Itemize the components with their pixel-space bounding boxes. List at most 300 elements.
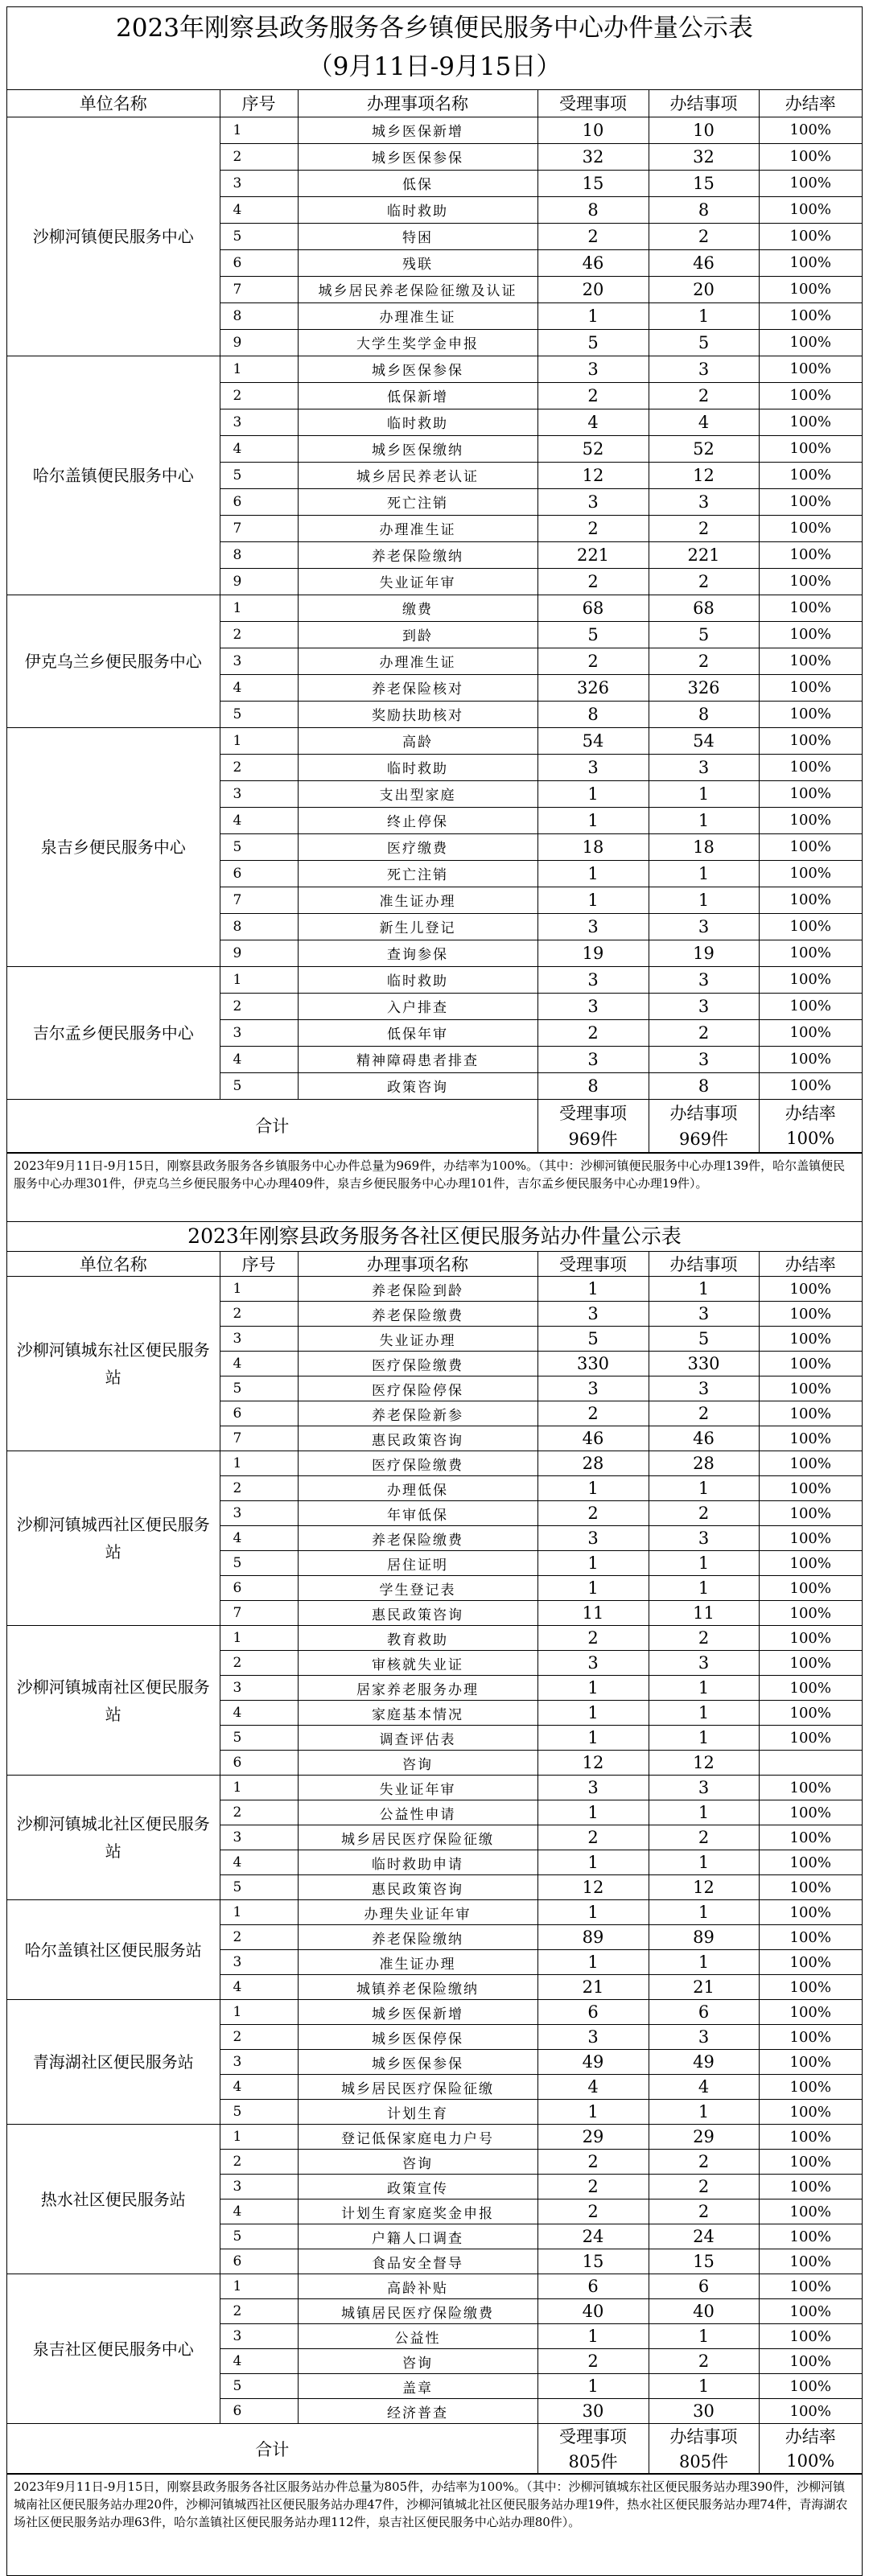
- completed-count: 3: [649, 913, 759, 940]
- header-row: [7, 90, 862, 117]
- completed-count: 221: [649, 541, 759, 568]
- header-accepted: 受理事项: [537, 90, 649, 117]
- completed-count: 1: [649, 807, 759, 833]
- accepted-count: 3: [537, 966, 649, 993]
- completed-count: 46: [649, 1426, 759, 1451]
- completion-rate: 100%: [759, 1800, 862, 1825]
- row-number: 4: [220, 1046, 298, 1072]
- accepted-count: 2: [537, 1501, 649, 1526]
- accepted-count: 1: [537, 302, 649, 329]
- row-number: 8: [220, 541, 298, 568]
- total-label: 合计: [7, 1099, 537, 1152]
- row-number: 2: [220, 1302, 298, 1327]
- accepted-count: 15: [537, 170, 649, 196]
- completion-rate: 100%: [759, 648, 862, 674]
- completion-rate: 100%: [759, 356, 862, 382]
- completed-count: 2: [649, 1626, 759, 1651]
- completion-rate: 100%: [759, 913, 862, 940]
- item-name: 城乡居民医疗保险征缴: [298, 1825, 537, 1850]
- row-number: 4: [220, 435, 298, 462]
- completion-rate: 100%: [759, 1046, 862, 1072]
- item-name: 准生证办理: [298, 887, 537, 913]
- unit-name: 泉吉社区便民服务中心: [7, 2274, 220, 2424]
- total-completed-header: 办结事项: [649, 2424, 759, 2449]
- unit-name: 吉尔孟乡便民服务中心: [7, 966, 220, 1099]
- completed-count: 2: [649, 2150, 759, 2175]
- completed-count: 2: [649, 1825, 759, 1850]
- total-completed-header: 办结事项: [649, 1099, 759, 1125]
- accepted-count: 1: [537, 2374, 649, 2399]
- row-number: 2: [220, 754, 298, 780]
- completion-rate: 100%: [759, 993, 862, 1019]
- row-number: 1: [220, 2125, 298, 2150]
- item-name: 学生登记表: [298, 1576, 537, 1601]
- completed-count: 10: [649, 117, 759, 143]
- completion-rate: 100%: [759, 1327, 862, 1352]
- community-table: [7, 1252, 862, 2475]
- completed-count: 1: [649, 1476, 759, 1501]
- item-name: 高龄补贴: [298, 2274, 537, 2299]
- item-name: 失业证年审: [298, 568, 537, 595]
- completion-rate: 100%: [759, 196, 862, 223]
- item-name: 惠民政策咨询: [298, 1875, 537, 1900]
- unit-name: 青海湖社区便民服务站: [7, 2000, 220, 2125]
- accepted-count: 6: [537, 2274, 649, 2299]
- row-number: 2: [220, 2299, 298, 2324]
- accepted-count: 12: [537, 1751, 649, 1776]
- row-number: 5: [220, 1726, 298, 1751]
- item-name: 城镇居民医疗保险缴费: [298, 2299, 537, 2324]
- item-name: 家庭基本情况: [298, 1701, 537, 1726]
- completed-count: 5: [649, 329, 759, 356]
- completion-rate: 100%: [759, 1875, 862, 1900]
- completion-rate: 100%: [759, 1476, 862, 1501]
- row-number: 9: [220, 329, 298, 356]
- completed-count: 4: [649, 409, 759, 435]
- completed-count: 8: [649, 196, 759, 223]
- total-header-row: [7, 2424, 862, 2449]
- item-name: 城乡居民医疗保险征缴: [298, 2075, 537, 2100]
- accepted-count: 330: [537, 1352, 649, 1376]
- header-seq: 序号: [220, 1252, 298, 1277]
- completed-count: 3: [649, 754, 759, 780]
- completion-rate: 100%: [759, 2000, 862, 2025]
- row-number: 6: [220, 2249, 298, 2274]
- completion-rate: 100%: [759, 2249, 862, 2274]
- item-name: 城乡医保参保: [298, 2050, 537, 2075]
- item-name: 低保年审: [298, 1019, 537, 1046]
- row-number: 7: [220, 276, 298, 302]
- table-row: [7, 2000, 862, 2025]
- accepted-count: 1: [537, 1800, 649, 1825]
- row-number: 7: [220, 887, 298, 913]
- completion-rate: 100%: [759, 1401, 862, 1426]
- completed-count: 1: [649, 1701, 759, 1726]
- completion-rate: 100%: [759, 1426, 862, 1451]
- row-number: 4: [220, 2349, 298, 2374]
- item-name: 奖励扶助核对: [298, 701, 537, 727]
- completed-count: 3: [649, 356, 759, 382]
- completion-rate: [759, 1751, 862, 1776]
- completed-count: 1: [649, 2100, 759, 2125]
- accepted-count: 3: [537, 2025, 649, 2050]
- accepted-count: 8: [537, 196, 649, 223]
- total-completed: 805件: [649, 2449, 759, 2474]
- row-number: 3: [220, 648, 298, 674]
- completed-count: 40: [649, 2299, 759, 2324]
- item-name: 养老保险缴纳: [298, 1925, 537, 1950]
- completed-count: 1: [649, 1277, 759, 1302]
- row-number: 1: [220, 727, 298, 754]
- accepted-count: 1: [537, 860, 649, 887]
- accepted-count: 8: [537, 701, 649, 727]
- row-number: 1: [220, 595, 298, 621]
- completed-count: 2: [649, 382, 759, 409]
- row-number: 2: [220, 993, 298, 1019]
- completion-rate: 100%: [759, 887, 862, 913]
- accepted-count: 21: [537, 1975, 649, 2000]
- unit-name: 热水社区便民服务站: [7, 2125, 220, 2274]
- completed-count: 2: [649, 2349, 759, 2374]
- item-name: 养老保险核对: [298, 674, 537, 701]
- item-name: 年审低保: [298, 1501, 537, 1526]
- completed-count: 15: [649, 2249, 759, 2274]
- item-name: 临时救助申请: [298, 1850, 537, 1875]
- completion-rate: 100%: [759, 2374, 862, 2399]
- accepted-count: 3: [537, 993, 649, 1019]
- accepted-count: 4: [537, 2075, 649, 2100]
- item-name: 残联: [298, 249, 537, 276]
- table-row: [7, 727, 862, 754]
- accepted-count: 2: [537, 2175, 649, 2199]
- row-number: 1: [220, 2000, 298, 2025]
- header-unit: 单位名称: [7, 1252, 220, 1277]
- table-row: [7, 966, 862, 993]
- accepted-count: 18: [537, 833, 649, 860]
- completion-rate: 100%: [759, 435, 862, 462]
- accepted-count: 68: [537, 595, 649, 621]
- accepted-count: 12: [537, 1875, 649, 1900]
- completion-rate: 100%: [759, 276, 862, 302]
- section2-title: 2023年刚察县政务服务各社区便民服务站办件量公示表: [7, 1222, 862, 1252]
- completed-count: 1: [649, 1800, 759, 1825]
- row-number: 2: [220, 143, 298, 170]
- row-number: 5: [220, 1072, 298, 1099]
- completion-rate: 100%: [759, 1576, 862, 1601]
- accepted-count: 29: [537, 2125, 649, 2150]
- row-number: 7: [220, 515, 298, 541]
- completed-count: 2: [649, 515, 759, 541]
- item-name: 办理准生证: [298, 302, 537, 329]
- row-number: 3: [220, 1825, 298, 1850]
- row-number: 7: [220, 1601, 298, 1626]
- accepted-count: 40: [537, 2299, 649, 2324]
- accepted-count: 221: [537, 541, 649, 568]
- total-label: 合计: [7, 2424, 537, 2474]
- item-name: 死亡注销: [298, 860, 537, 887]
- table-row: [7, 117, 862, 143]
- item-name: 医疗缴费: [298, 833, 537, 860]
- completion-rate: 100%: [759, 382, 862, 409]
- completion-rate: 100%: [759, 1651, 862, 1676]
- completion-rate: 100%: [759, 1925, 862, 1950]
- completion-rate: 100%: [759, 2224, 862, 2249]
- completion-rate: 100%: [759, 462, 862, 488]
- item-name: 查询参保: [298, 940, 537, 966]
- completion-rate: 100%: [759, 1601, 862, 1626]
- header-seq: 序号: [220, 90, 298, 117]
- item-name: 盖章: [298, 2374, 537, 2399]
- item-name: 医疗保险缴费: [298, 1451, 537, 1476]
- accepted-count: 1: [537, 1476, 649, 1501]
- completed-count: 1: [649, 1900, 759, 1925]
- completion-rate: 100%: [759, 1701, 862, 1726]
- item-name: 登记低保家庭电力户号: [298, 2125, 537, 2150]
- completed-count: 1: [649, 887, 759, 913]
- completed-count: 3: [649, 1526, 759, 1551]
- completed-count: 89: [649, 1925, 759, 1950]
- completion-rate: 100%: [759, 2125, 862, 2150]
- item-name: 审核就失业证: [298, 1651, 537, 1676]
- item-name: 医疗保险停保: [298, 1376, 537, 1401]
- table-row: [7, 1451, 862, 1476]
- item-name: 养老保险缴费: [298, 1526, 537, 1551]
- item-name: 新生儿登记: [298, 913, 537, 940]
- header-item: 办理事项名称: [298, 1252, 537, 1277]
- accepted-count: 1: [537, 2324, 649, 2349]
- completion-rate: 100%: [759, 2175, 862, 2199]
- completion-rate: 100%: [759, 1501, 862, 1526]
- unit-name: 沙柳河镇城西社区便民服务站: [7, 1451, 220, 1626]
- table-row: [7, 356, 862, 382]
- completed-count: 15: [649, 170, 759, 196]
- completion-rate: 100%: [759, 1676, 862, 1701]
- row-number: 1: [220, 356, 298, 382]
- item-name: 惠民政策咨询: [298, 1426, 537, 1451]
- completed-count: 28: [649, 1451, 759, 1476]
- accepted-count: 32: [537, 143, 649, 170]
- section1-note: 2023年9月11日-9月15日，刚察县政务服务各乡镇服务中心办件总量为969件，办结率为100%。（其中：沙柳河镇便民服务中心办理139件，哈尔盖镇便民服务中心办理301件，伊克乌兰乡便民服务中心办理409件，泉吉乡便民服务中心办理101件，吉尔孟乡便民服务中心办理19件）。: [7, 1153, 862, 1222]
- item-name: 死亡注销: [298, 488, 537, 515]
- row-number: 6: [220, 1401, 298, 1426]
- row-number: 3: [220, 409, 298, 435]
- accepted-count: 15: [537, 2249, 649, 2274]
- header-row: [7, 1252, 862, 1277]
- accepted-count: 3: [537, 488, 649, 515]
- row-number: 3: [220, 1501, 298, 1526]
- accepted-count: 2: [537, 1825, 649, 1850]
- item-name: 养老保险缴纳: [298, 541, 537, 568]
- item-name: 调查评估表: [298, 1726, 537, 1751]
- accepted-count: 54: [537, 727, 649, 754]
- total-rate-header: 办结率: [759, 1099, 862, 1125]
- row-number: 4: [220, 196, 298, 223]
- row-number: 5: [220, 2374, 298, 2399]
- accepted-count: 52: [537, 435, 649, 462]
- header-accepted: 受理事项: [537, 1252, 649, 1277]
- accepted-count: 3: [537, 913, 649, 940]
- item-name: 办理失业证年审: [298, 1900, 537, 1925]
- accepted-count: 2: [537, 2349, 649, 2374]
- completion-rate: 100%: [759, 1551, 862, 1576]
- item-name: 户籍人口调查: [298, 2224, 537, 2249]
- row-number: 6: [220, 1751, 298, 1776]
- row-number: 5: [220, 462, 298, 488]
- completion-rate: 100%: [759, 1975, 862, 2000]
- total-accepted: 805件: [537, 2449, 649, 2474]
- row-number: 8: [220, 913, 298, 940]
- item-name: 城乡医保停保: [298, 2025, 537, 2050]
- row-number: 3: [220, 780, 298, 807]
- row-number: 1: [220, 1900, 298, 1925]
- row-number: 2: [220, 382, 298, 409]
- accepted-count: 2: [537, 2199, 649, 2224]
- completion-rate: 100%: [759, 1019, 862, 1046]
- completed-count: 2: [649, 223, 759, 249]
- completion-rate: 100%: [759, 2150, 862, 2175]
- accepted-count: 2: [537, 568, 649, 595]
- item-name: 咨询: [298, 1751, 537, 1776]
- row-number: 3: [220, 2175, 298, 2199]
- completed-count: 29: [649, 2125, 759, 2150]
- completed-count: 326: [649, 674, 759, 701]
- row-number: 2: [220, 1476, 298, 1501]
- completion-rate: 100%: [759, 1950, 862, 1975]
- accepted-count: 1: [537, 1950, 649, 1975]
- section1-title-line1: 2023年刚察县政务服务各乡镇便民服务中心办件量公示表: [116, 14, 753, 43]
- row-number: 4: [220, 2199, 298, 2224]
- accepted-count: 1: [537, 1576, 649, 1601]
- completion-rate: 100%: [759, 701, 862, 727]
- total-rate: 100%: [759, 1125, 862, 1152]
- item-name: 失业证年审: [298, 1776, 537, 1800]
- accepted-count: 30: [537, 2399, 649, 2424]
- completed-count: 1: [649, 1676, 759, 1701]
- accepted-count: 3: [537, 356, 649, 382]
- completed-count: 2: [649, 2175, 759, 2199]
- completed-count: 52: [649, 435, 759, 462]
- item-name: 低保: [298, 170, 537, 196]
- completion-rate: 100%: [759, 488, 862, 515]
- completed-count: 5: [649, 621, 759, 648]
- accepted-count: 49: [537, 2050, 649, 2075]
- total-accepted-header: 受理事项: [537, 1099, 649, 1125]
- accepted-count: 3: [537, 1776, 649, 1800]
- row-number: 3: [220, 2324, 298, 2349]
- completion-rate: 100%: [759, 940, 862, 966]
- item-name: 居家养老服务办理: [298, 1676, 537, 1701]
- item-name: 公益性申请: [298, 1800, 537, 1825]
- item-name: 城乡医保缴纳: [298, 435, 537, 462]
- completed-count: 54: [649, 727, 759, 754]
- accepted-count: 2: [537, 1019, 649, 1046]
- accepted-count: 2: [537, 1401, 649, 1426]
- item-name: 政策宣传: [298, 2175, 537, 2199]
- accepted-count: 3: [537, 1376, 649, 1401]
- completion-rate: 100%: [759, 621, 862, 648]
- completion-rate: 100%: [759, 2324, 862, 2349]
- accepted-count: 1: [537, 1850, 649, 1875]
- item-name: 城乡医保新增: [298, 2000, 537, 2025]
- township-table: [7, 90, 862, 1153]
- accepted-count: 2: [537, 2150, 649, 2175]
- completion-rate: 100%: [759, 1850, 862, 1875]
- row-number: 6: [220, 2399, 298, 2424]
- row-number: 4: [220, 1352, 298, 1376]
- accepted-count: 89: [537, 1925, 649, 1950]
- accepted-count: 1: [537, 1676, 649, 1701]
- header-completed: 办结事项: [649, 1252, 759, 1277]
- row-number: 9: [220, 940, 298, 966]
- row-number: 6: [220, 249, 298, 276]
- item-name: 城乡居民养老保险征缴及认证: [298, 276, 537, 302]
- item-name: 咨询: [298, 2150, 537, 2175]
- item-name: 办理低保: [298, 1476, 537, 1501]
- row-number: 4: [220, 807, 298, 833]
- completed-count: 2: [649, 1019, 759, 1046]
- completion-rate: 100%: [759, 1376, 862, 1401]
- item-name: 惠民政策咨询: [298, 1601, 537, 1626]
- item-name: 到龄: [298, 621, 537, 648]
- item-name: 临时救助: [298, 196, 537, 223]
- completion-rate: 100%: [759, 780, 862, 807]
- completed-count: 5: [649, 1327, 759, 1352]
- completed-count: 1: [649, 1576, 759, 1601]
- completed-count: 49: [649, 2050, 759, 2075]
- unit-name: 沙柳河镇便民服务中心: [7, 117, 220, 356]
- completion-rate: 100%: [759, 2075, 862, 2100]
- item-name: 办理准生证: [298, 515, 537, 541]
- item-name: 计划生育家庭奖金申报: [298, 2199, 537, 2224]
- accepted-count: 19: [537, 940, 649, 966]
- completed-count: 32: [649, 143, 759, 170]
- accepted-count: 1: [537, 807, 649, 833]
- row-number: 1: [220, 1451, 298, 1476]
- row-number: 4: [220, 1850, 298, 1875]
- accepted-count: 326: [537, 674, 649, 701]
- row-number: 5: [220, 2224, 298, 2249]
- completed-count: 330: [649, 1352, 759, 1376]
- completed-count: 18: [649, 833, 759, 860]
- row-number: 6: [220, 488, 298, 515]
- completion-rate: 100%: [759, 409, 862, 435]
- header-completed: 办结事项: [649, 90, 759, 117]
- item-name: 临时救助: [298, 409, 537, 435]
- completion-rate: 100%: [759, 2100, 862, 2125]
- item-name: 医疗保险缴费: [298, 1352, 537, 1376]
- row-number: 1: [220, 2274, 298, 2299]
- completed-count: 1: [649, 2374, 759, 2399]
- completion-rate: 100%: [759, 302, 862, 329]
- total-rate: 100%: [759, 2449, 862, 2474]
- completed-count: 3: [649, 1376, 759, 1401]
- row-number: 2: [220, 1651, 298, 1676]
- item-name: 终止停保: [298, 807, 537, 833]
- unit-name: 哈尔盖镇社区便民服务站: [7, 1900, 220, 2000]
- item-name: 咨询: [298, 2349, 537, 2374]
- table-row: [7, 1277, 862, 1302]
- row-number: 3: [220, 170, 298, 196]
- unit-name: 沙柳河镇城南社区便民服务站: [7, 1626, 220, 1776]
- completion-rate: 100%: [759, 1900, 862, 1925]
- completion-rate: 100%: [759, 1451, 862, 1476]
- completed-count: 2: [649, 2199, 759, 2224]
- item-name: 临时救助: [298, 754, 537, 780]
- row-number: 4: [220, 2075, 298, 2100]
- completion-rate: 100%: [759, 2050, 862, 2075]
- item-name: 经济普查: [298, 2399, 537, 2424]
- accepted-count: 28: [537, 1451, 649, 1476]
